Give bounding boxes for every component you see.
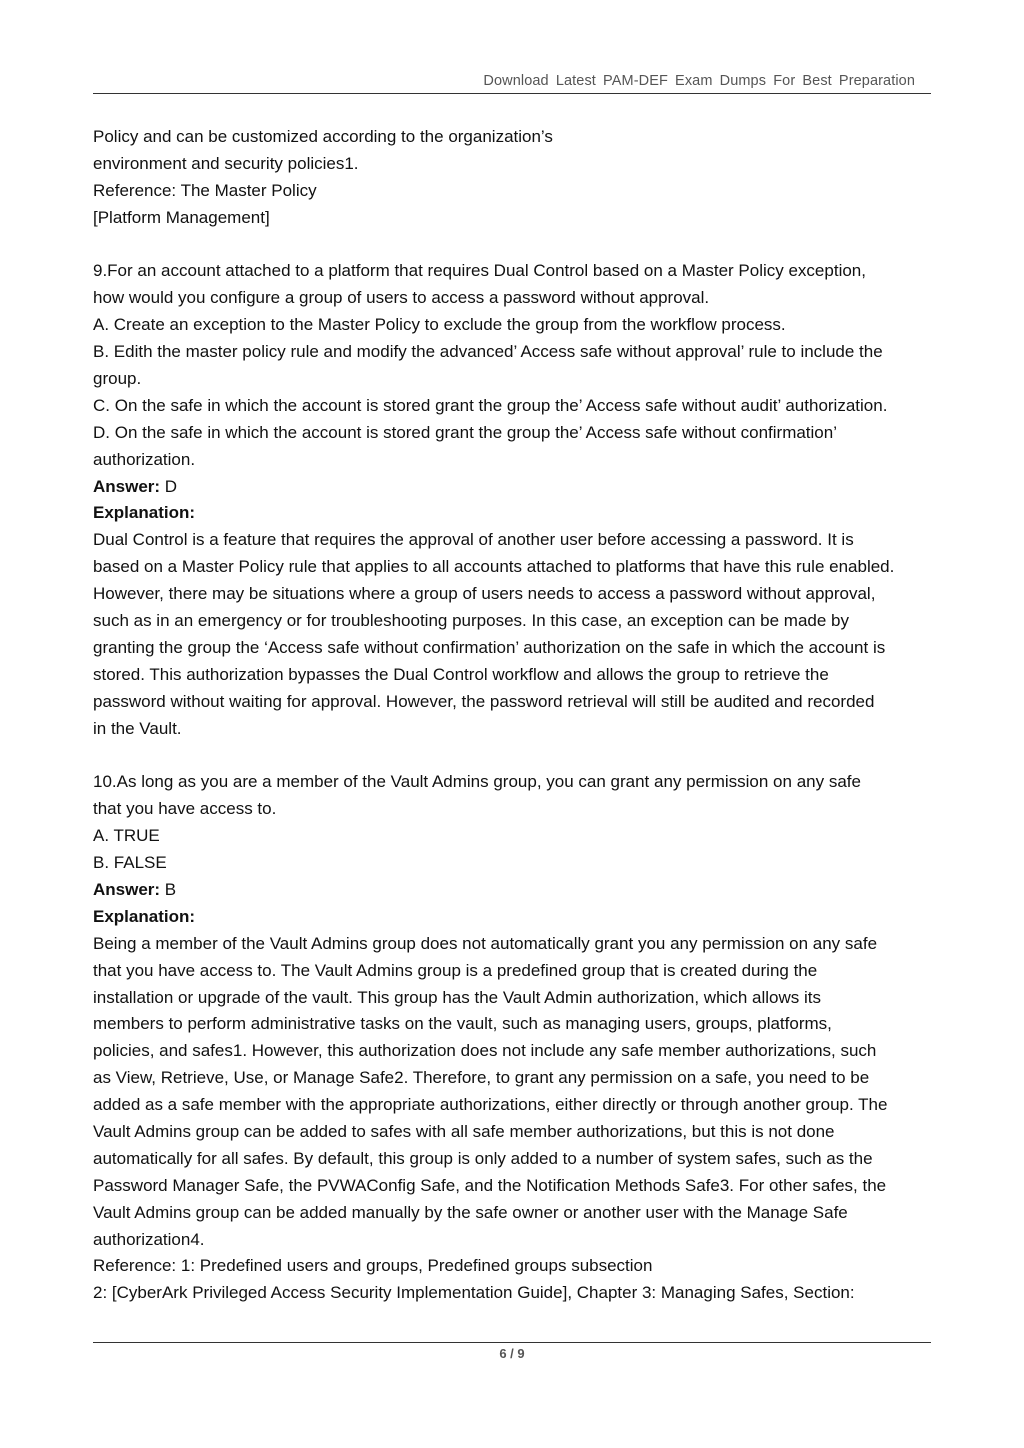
explanation-line: such as in an emergency or for troubleshooting purposes. In this case, an exception can be made by <box>93 611 850 631</box>
paragraph-gap <box>93 232 943 259</box>
explanation-line: password without waiting for approval. However, the password retrieval will still be audited and recorded <box>93 691 875 711</box>
option-d: D. On the safe in which the account is stored grant the group the’ Access safe without confirmation’ <box>93 422 837 442</box>
answer-line <box>93 877 943 904</box>
explanation-line: stored. This authorization bypasses the Dual Control workflow and allows the group to retrieve the <box>93 664 829 684</box>
option-b: B. Edith the master policy rule and modify the advanced’ Access safe without approval’ rule to include the <box>93 342 883 362</box>
explanation-line: Vault Admins group can be added manually by the safe owner or another user with the Manage Safe <box>93 1202 848 1222</box>
reference-line: 2: [CyberArk Privileged Access Security Implementation Guide], Chapter 3: Managing Safes, Section: <box>93 1283 855 1303</box>
header-divider <box>93 93 931 94</box>
question-text: 10.As long as you are a member of the Vault Admins group, you can grant any permission on any safe <box>93 772 861 792</box>
footer-divider <box>93 1342 931 1343</box>
answer-label: Answer: <box>93 879 161 899</box>
explanation-line: However, there may be situations where a group of users needs to access a password without approval, <box>93 584 876 604</box>
explanation-line: automatically for all safes. By default, this group is only added to a number of system safes, such as the <box>93 1148 873 1168</box>
explanation-line: Vault Admins group can be added to safes with all safe member authorizations, but this is not done <box>93 1121 835 1141</box>
explanation-line: granting the group the ‘Access safe without confirmation’ authorization on the safe in which the account is <box>93 637 886 657</box>
explanation-line: Dual Control is a feature that requires the approval of another user before accessing a password. It is <box>93 530 854 550</box>
explanation-line: policies, and safes1. However, this authorization does not include any safe member authorizations, such <box>93 1041 877 1061</box>
option-c: C. On the safe in which the account is stored grant the group the’ Access safe without audit’ authorization. <box>93 395 888 415</box>
question-text: that you have access to. <box>93 799 277 819</box>
explanation-line: that you have access to. The Vault Admins group is a predefined group that is created during the <box>93 960 818 980</box>
answer-label: Answer: <box>93 476 161 496</box>
question-text: 9.For an account attached to a platform that requires Dual Control based on a Master Policy exception, <box>93 261 866 281</box>
reference-line: Reference: 1: Predefined users and groups, Predefined groups subsection <box>93 1256 653 1276</box>
explanation-line: authorization4. <box>93 1229 205 1249</box>
body-line: [Platform Management] <box>93 207 270 227</box>
body-line: Reference: The Master Policy <box>93 180 317 200</box>
answer-value: B <box>160 879 177 899</box>
answer-line <box>93 474 943 501</box>
question-text: how would you configure a group of users to access a password without approval. <box>93 288 710 308</box>
option-b-continued: group. <box>93 369 142 389</box>
body-line: environment and security policies1. <box>93 153 359 173</box>
option-d-continued: authorization. <box>93 449 196 469</box>
explanation-line: installation or upgrade of the vault. This group has the Vault Admin authorization, which allows its <box>93 987 821 1007</box>
paragraph-gap <box>93 742 943 769</box>
page-header-text: Download Latest PAM-DEF Exam Dumps For Best Preparation <box>483 73 915 89</box>
page-number: 6 / 9 <box>499 1346 525 1361</box>
explanation-line: members to perform administrative tasks on the vault, such as managing users, groups, platforms, <box>93 1014 832 1034</box>
explanation-line: Password Manager Safe, the PVWAConfig Safe, and the Notification Methods Safe3. For other safes, the <box>93 1175 887 1195</box>
explanation-heading: Explanation: <box>93 906 196 926</box>
explanation-line: added as a safe member with the appropriate authorizations, either directly or through another group. The <box>93 1095 888 1115</box>
option-a: A. TRUE <box>93 826 160 846</box>
page-body <box>93 124 943 1307</box>
explanation-line: based on a Master Policy rule that applies to all accounts attached to platforms that have this rule enabled. <box>93 557 895 577</box>
explanation-line: Being a member of the Vault Admins group does not automatically grant you any permission on any safe <box>93 933 878 953</box>
answer-value: D <box>160 476 178 496</box>
explanation-line: in the Vault. <box>93 718 182 738</box>
option-a: A. Create an exception to the Master Policy to exclude the group from the workflow process. <box>93 315 786 335</box>
option-b: B. FALSE <box>93 853 167 873</box>
body-line: Policy and can be customized according to the organization’s <box>93 127 553 146</box>
explanation-heading: Explanation: <box>93 503 196 523</box>
explanation-line: as View, Retrieve, Use, or Manage Safe2. Therefore, to grant any permission on a safe, you need to be <box>93 1068 870 1088</box>
